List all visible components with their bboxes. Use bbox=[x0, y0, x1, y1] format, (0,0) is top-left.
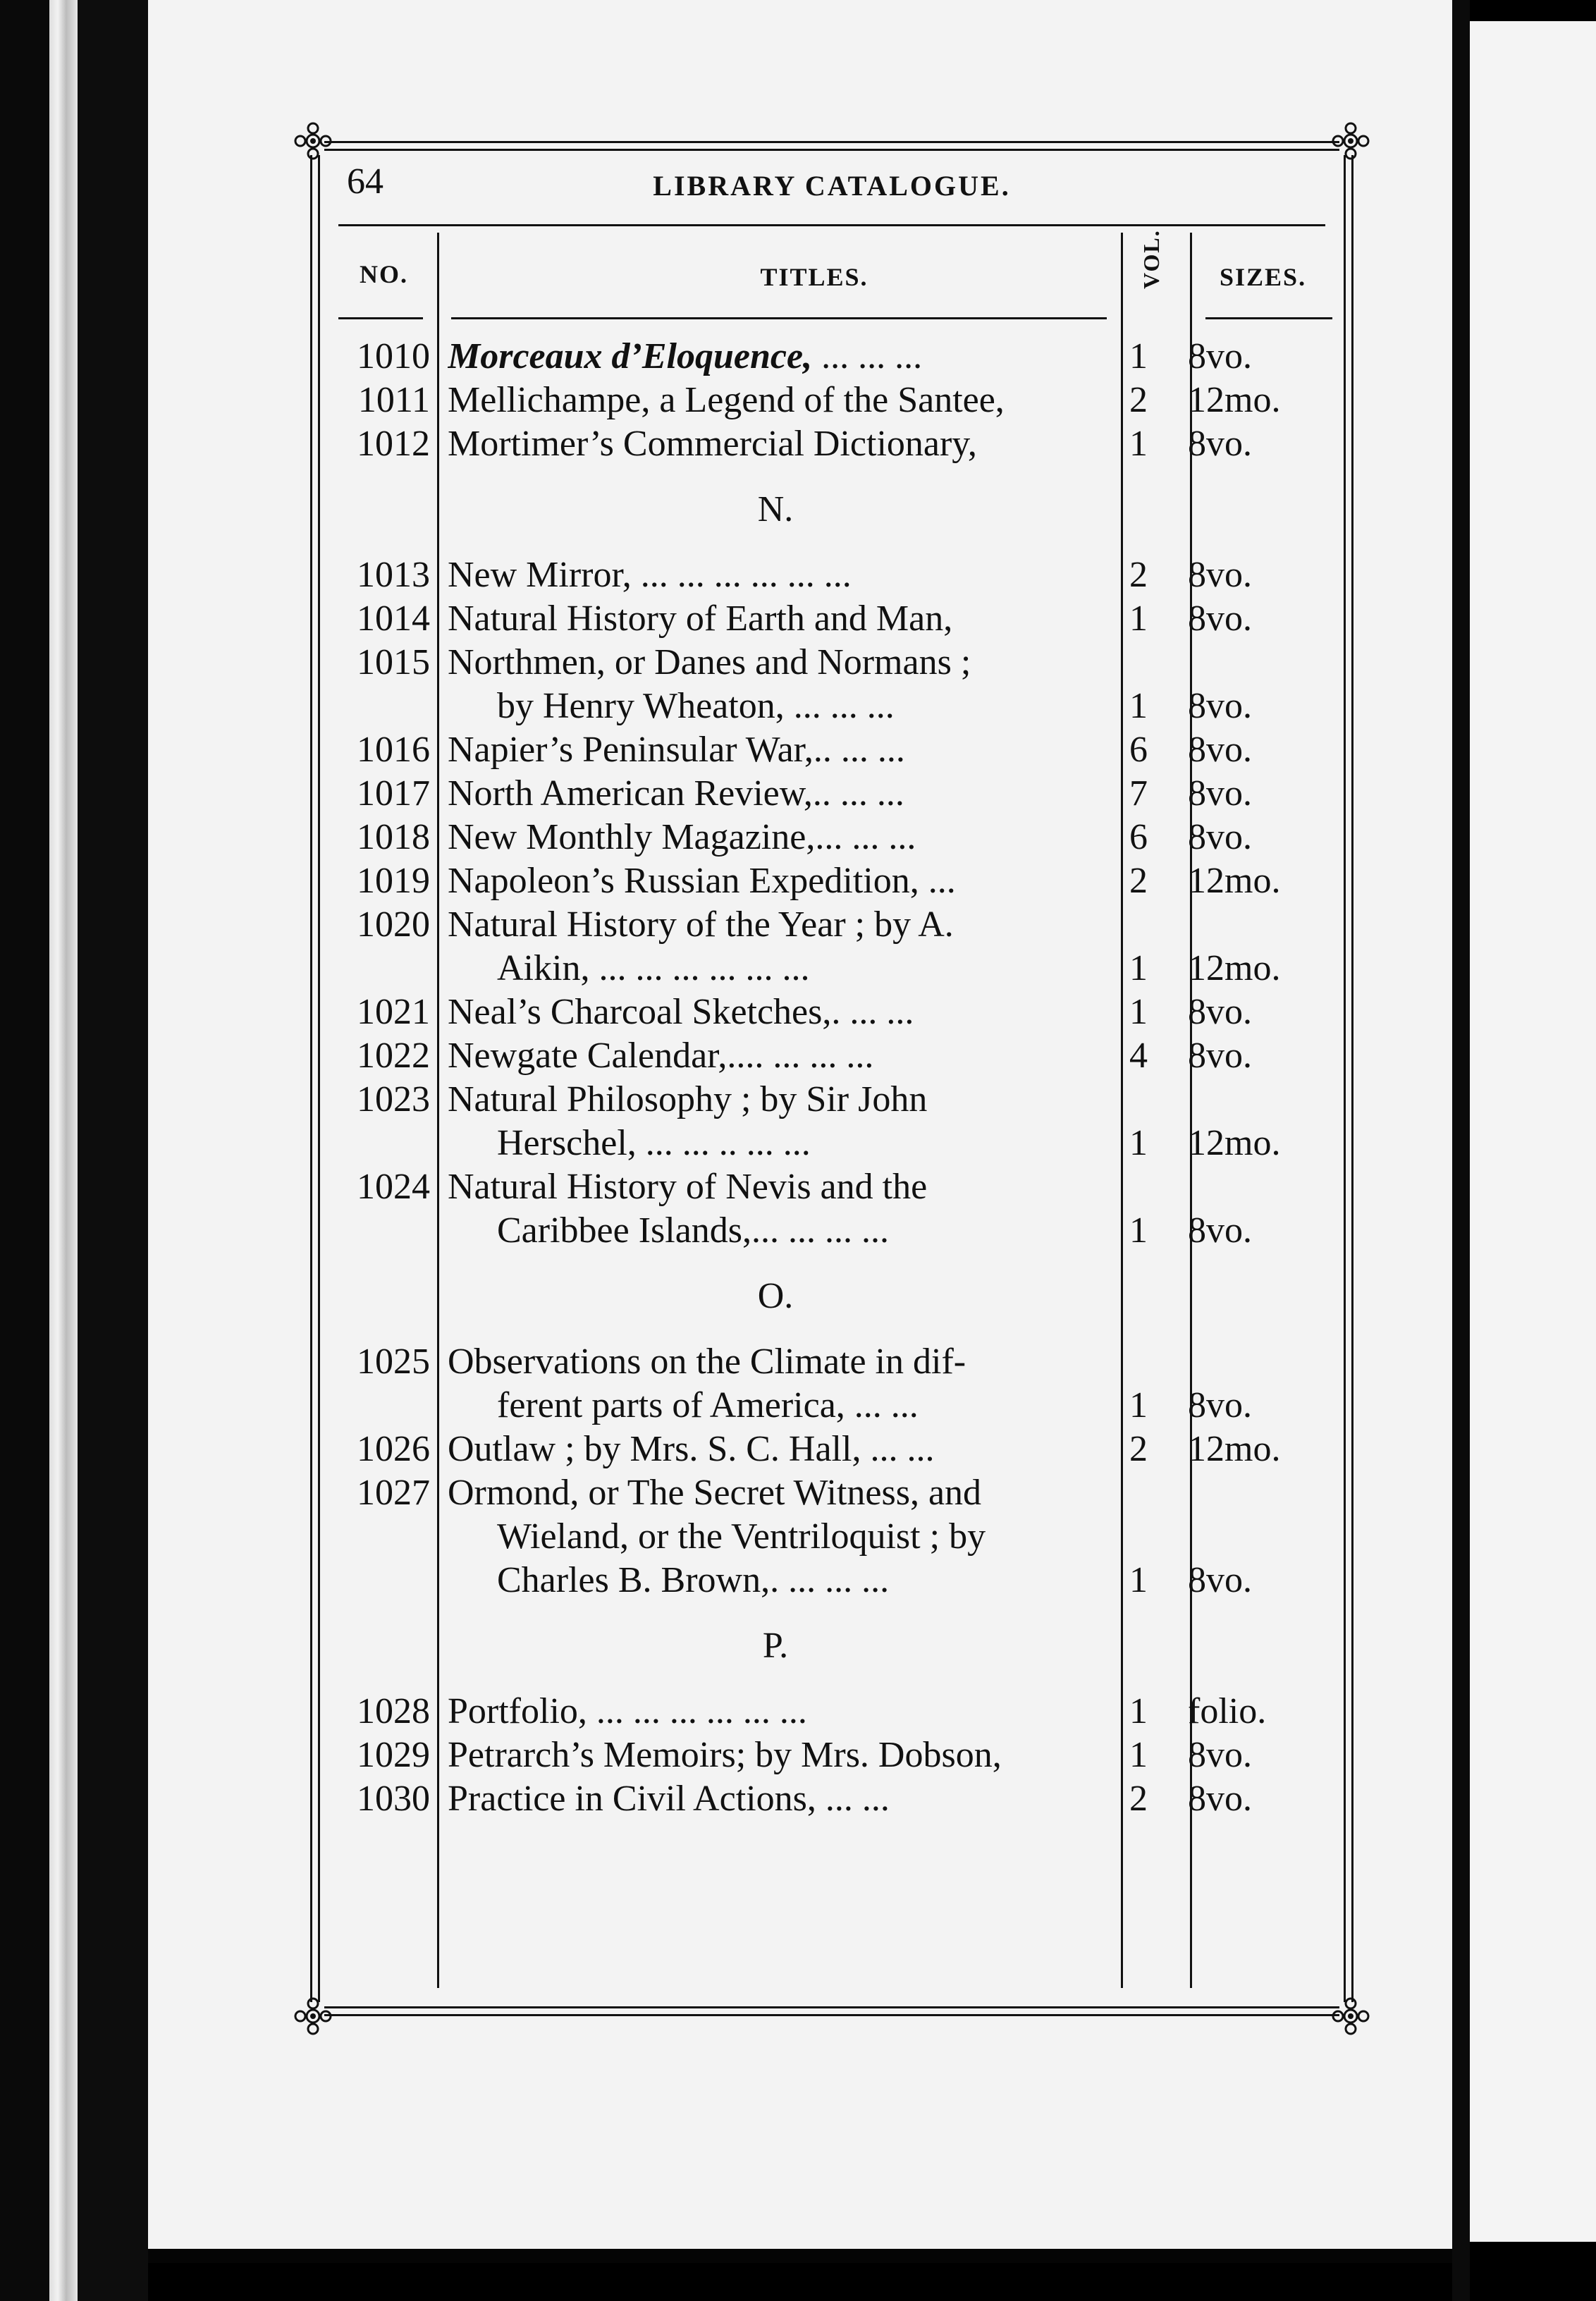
entry-title: New Mirror, ... ... ... ... ... ... bbox=[448, 555, 852, 595]
table-row bbox=[331, 728, 1325, 772]
entry-volumes: 1 bbox=[1129, 1735, 1148, 1775]
entry-number: 1019 bbox=[357, 861, 430, 901]
section-letter: O. bbox=[757, 1276, 794, 1316]
table-row bbox=[331, 335, 1325, 379]
entry-size: 8vo. bbox=[1188, 1210, 1252, 1251]
entry-title: ferent parts of America, ... ... bbox=[497, 1385, 919, 1425]
entry-title-italic: Morceaux d’Eloquence, bbox=[448, 336, 813, 376]
entry-size: 8vo. bbox=[1188, 1385, 1252, 1425]
page-header bbox=[338, 161, 1325, 210]
entry-volumes: 1 bbox=[1129, 599, 1148, 639]
entry-size: 8vo. bbox=[1188, 599, 1252, 639]
entry-title: Napier’s Peninsular War,.. ... ... bbox=[448, 730, 905, 770]
table-row bbox=[331, 990, 1325, 1034]
entry-title: Petrarch’s Memoirs; by Mrs. Dobson, bbox=[448, 1735, 1002, 1775]
entry-title: Natural History of Nevis and the bbox=[448, 1167, 928, 1207]
table-row bbox=[331, 816, 1325, 859]
section-letter: P. bbox=[762, 1626, 789, 1666]
entry-size: 8vo. bbox=[1188, 992, 1252, 1032]
entry-volumes: 2 bbox=[1129, 555, 1148, 595]
section-letter-heading bbox=[331, 466, 1325, 553]
entry-size: 12mo. bbox=[1188, 861, 1281, 901]
entry-size: 8vo. bbox=[1188, 1735, 1252, 1775]
page-number: 64 bbox=[347, 161, 383, 202]
entry-title: Mortimer’s Commercial Dictionary, bbox=[448, 424, 977, 464]
ornamental-border bbox=[310, 141, 1353, 2016]
entry-size: 8vo. bbox=[1188, 555, 1252, 595]
entry-title: Wieland, or the Ventriloquist ; by bbox=[497, 1516, 986, 1557]
table-row bbox=[331, 553, 1325, 597]
entry-number: 1026 bbox=[357, 1429, 430, 1469]
table-row bbox=[331, 1471, 1325, 1515]
rosette-ornament-icon bbox=[1331, 1996, 1370, 2036]
entry-volumes: 1 bbox=[1129, 686, 1148, 726]
entry-number: 1011 bbox=[357, 380, 430, 420]
entry-title: Natural History of the Year ; by A. bbox=[448, 904, 954, 945]
entry-size: 8vo. bbox=[1188, 1036, 1252, 1076]
section-letter: N. bbox=[757, 489, 794, 529]
entry-number: 1028 bbox=[357, 1691, 430, 1731]
entry-title: Newgate Calendar,.... ... ... ... bbox=[448, 1036, 874, 1076]
entry-size: 8vo. bbox=[1188, 1779, 1252, 1819]
entry-title: Morceaux d’Eloquence, ... ... ... bbox=[448, 336, 923, 376]
entry-number: 1027 bbox=[357, 1473, 430, 1513]
entry-title: Observations on the Climate in dif- bbox=[448, 1342, 966, 1382]
header-rule bbox=[338, 224, 1325, 226]
table-row bbox=[331, 1078, 1325, 1122]
entry-volumes: 7 bbox=[1129, 773, 1148, 814]
table-row bbox=[331, 1209, 1325, 1253]
entry-volumes: 2 bbox=[1129, 1429, 1148, 1469]
entry-title: Caribbee Islands,... ... ... ... bbox=[497, 1210, 890, 1251]
entry-size: 12mo. bbox=[1188, 1123, 1281, 1163]
entry-number: 1015 bbox=[357, 642, 430, 682]
entry-number: 1013 bbox=[357, 555, 430, 595]
entry-number: 1025 bbox=[357, 1342, 430, 1382]
entry-number: 1012 bbox=[357, 424, 430, 464]
entry-title: Charles B. Brown,. ... ... ... bbox=[497, 1560, 890, 1600]
entry-size: 8vo. bbox=[1188, 1560, 1252, 1600]
entry-number: 1024 bbox=[357, 1167, 430, 1207]
book-spine-edge bbox=[49, 0, 78, 2301]
entry-number: 1014 bbox=[357, 599, 430, 639]
table-row bbox=[331, 1340, 1325, 1384]
table-row bbox=[331, 641, 1325, 685]
entry-volumes: 1 bbox=[1129, 1560, 1148, 1600]
entry-number: 1018 bbox=[357, 817, 430, 857]
entry-volumes: 1 bbox=[1129, 1123, 1148, 1163]
entry-title: Napoleon’s Russian Expedition, ... bbox=[448, 861, 956, 901]
entry-volumes: 6 bbox=[1129, 817, 1148, 857]
border-bottom bbox=[324, 2006, 1339, 2016]
entry-size: 8vo. bbox=[1188, 730, 1252, 770]
table-row bbox=[331, 903, 1325, 947]
table-row bbox=[331, 597, 1325, 641]
entry-number: 1022 bbox=[357, 1036, 430, 1076]
entry-title: Outlaw ; by Mrs. S. C. Hall, ... ... bbox=[448, 1429, 935, 1469]
table-row bbox=[331, 379, 1325, 422]
entry-title: Portfolio, ... ... ... ... ... ... bbox=[448, 1691, 807, 1731]
entry-size: 12mo. bbox=[1188, 1429, 1281, 1469]
column-header-titles: TITLES. bbox=[760, 263, 868, 291]
rosette-ornament-icon bbox=[293, 121, 333, 161]
entry-number: 1030 bbox=[357, 1779, 430, 1819]
entry-title: Northmen, or Danes and Normans ; bbox=[448, 642, 971, 682]
entry-volumes: 2 bbox=[1129, 1779, 1148, 1819]
entry-size: 12mo. bbox=[1188, 948, 1281, 988]
entry-size: folio. bbox=[1188, 1691, 1267, 1731]
column-header-no: NO. bbox=[360, 260, 408, 288]
table-row bbox=[331, 422, 1325, 466]
entry-volumes: 1 bbox=[1129, 424, 1148, 464]
table-row bbox=[331, 947, 1325, 990]
border-right bbox=[1344, 155, 1353, 2002]
table-row bbox=[331, 1734, 1325, 1777]
section-letter-heading bbox=[331, 1253, 1325, 1340]
entry-number: 1029 bbox=[357, 1735, 430, 1775]
entry-volumes: 1 bbox=[1129, 992, 1148, 1032]
entry-title: Neal’s Charcoal Sketches,. ... ... bbox=[448, 992, 914, 1032]
entry-title: Natural History of Earth and Man, bbox=[448, 599, 953, 639]
column-header-sizes: SIZES. bbox=[1220, 263, 1307, 291]
entry-title: Ormond, or The Secret Witness, and bbox=[448, 1473, 982, 1513]
entry-title: North American Review,.. ... ... bbox=[448, 773, 904, 814]
entry-volumes: 2 bbox=[1129, 380, 1148, 420]
rosette-ornament-icon bbox=[293, 1996, 333, 2036]
entry-volumes: 6 bbox=[1129, 730, 1148, 770]
entry-volumes: 1 bbox=[1129, 948, 1148, 988]
entry-title: by Henry Wheaton, ... ... ... bbox=[497, 686, 895, 726]
entry-volumes: 2 bbox=[1129, 861, 1148, 901]
column-rule bbox=[1205, 317, 1332, 319]
entry-title: Mellichampe, a Legend of the Santee, bbox=[448, 380, 1005, 420]
table-row bbox=[331, 685, 1325, 728]
column-rule bbox=[338, 317, 423, 319]
border-left bbox=[310, 155, 320, 2002]
entry-volumes: 1 bbox=[1129, 1385, 1148, 1425]
table-row bbox=[331, 1034, 1325, 1078]
entry-size: 8vo. bbox=[1188, 336, 1252, 376]
table-row bbox=[331, 859, 1325, 903]
entry-size: 8vo. bbox=[1188, 817, 1252, 857]
table-row bbox=[331, 1690, 1325, 1734]
running-title: LIBRARY CATALOGUE. bbox=[653, 170, 1011, 202]
entry-volumes: 4 bbox=[1129, 1036, 1148, 1076]
border-top bbox=[324, 141, 1339, 151]
table-row bbox=[331, 772, 1325, 816]
entry-title: New Monthly Magazine,... ... ... bbox=[448, 817, 916, 857]
entry-size: 12mo. bbox=[1188, 380, 1281, 420]
entry-number: 1016 bbox=[357, 730, 430, 770]
table-row bbox=[331, 1559, 1325, 1602]
table-row bbox=[331, 1428, 1325, 1471]
column-header-vol: VOL. bbox=[1138, 229, 1164, 289]
book-spine bbox=[0, 0, 49, 2301]
entry-number: 1021 bbox=[357, 992, 430, 1032]
entry-volumes: 1 bbox=[1129, 1210, 1148, 1251]
table-row bbox=[331, 1165, 1325, 1209]
entry-number: 1023 bbox=[357, 1079, 430, 1119]
adjacent-page bbox=[1470, 21, 1596, 2242]
entry-size: 8vo. bbox=[1188, 686, 1252, 726]
catalogue-entries bbox=[331, 335, 1325, 1821]
table-row bbox=[331, 1384, 1325, 1428]
page-gutter bbox=[1452, 0, 1470, 2301]
entry-title: Practice in Civil Actions, ... ... bbox=[448, 1779, 890, 1819]
entry-volumes: 1 bbox=[1129, 1691, 1148, 1731]
table-row bbox=[331, 1777, 1325, 1821]
entry-title: Aikin, ... ... ... ... ... ... bbox=[497, 948, 810, 988]
column-rule bbox=[451, 317, 1107, 319]
entry-number: 1017 bbox=[357, 773, 430, 814]
table-row bbox=[331, 1515, 1325, 1559]
table-row bbox=[331, 1122, 1325, 1165]
entry-title: Natural Philosophy ; by Sir John bbox=[448, 1079, 928, 1119]
entry-volumes: 1 bbox=[1129, 336, 1148, 376]
entry-number: 1010 bbox=[357, 336, 430, 376]
entry-size: 8vo. bbox=[1188, 424, 1252, 464]
entry-size: 8vo. bbox=[1188, 773, 1252, 814]
section-letter-heading bbox=[331, 1602, 1325, 1690]
rosette-ornament-icon bbox=[1331, 121, 1370, 161]
book-binding bbox=[78, 0, 148, 2301]
entry-title: Herschel, ... ... .. ... ... bbox=[497, 1123, 811, 1163]
entry-number: 1020 bbox=[357, 904, 430, 945]
